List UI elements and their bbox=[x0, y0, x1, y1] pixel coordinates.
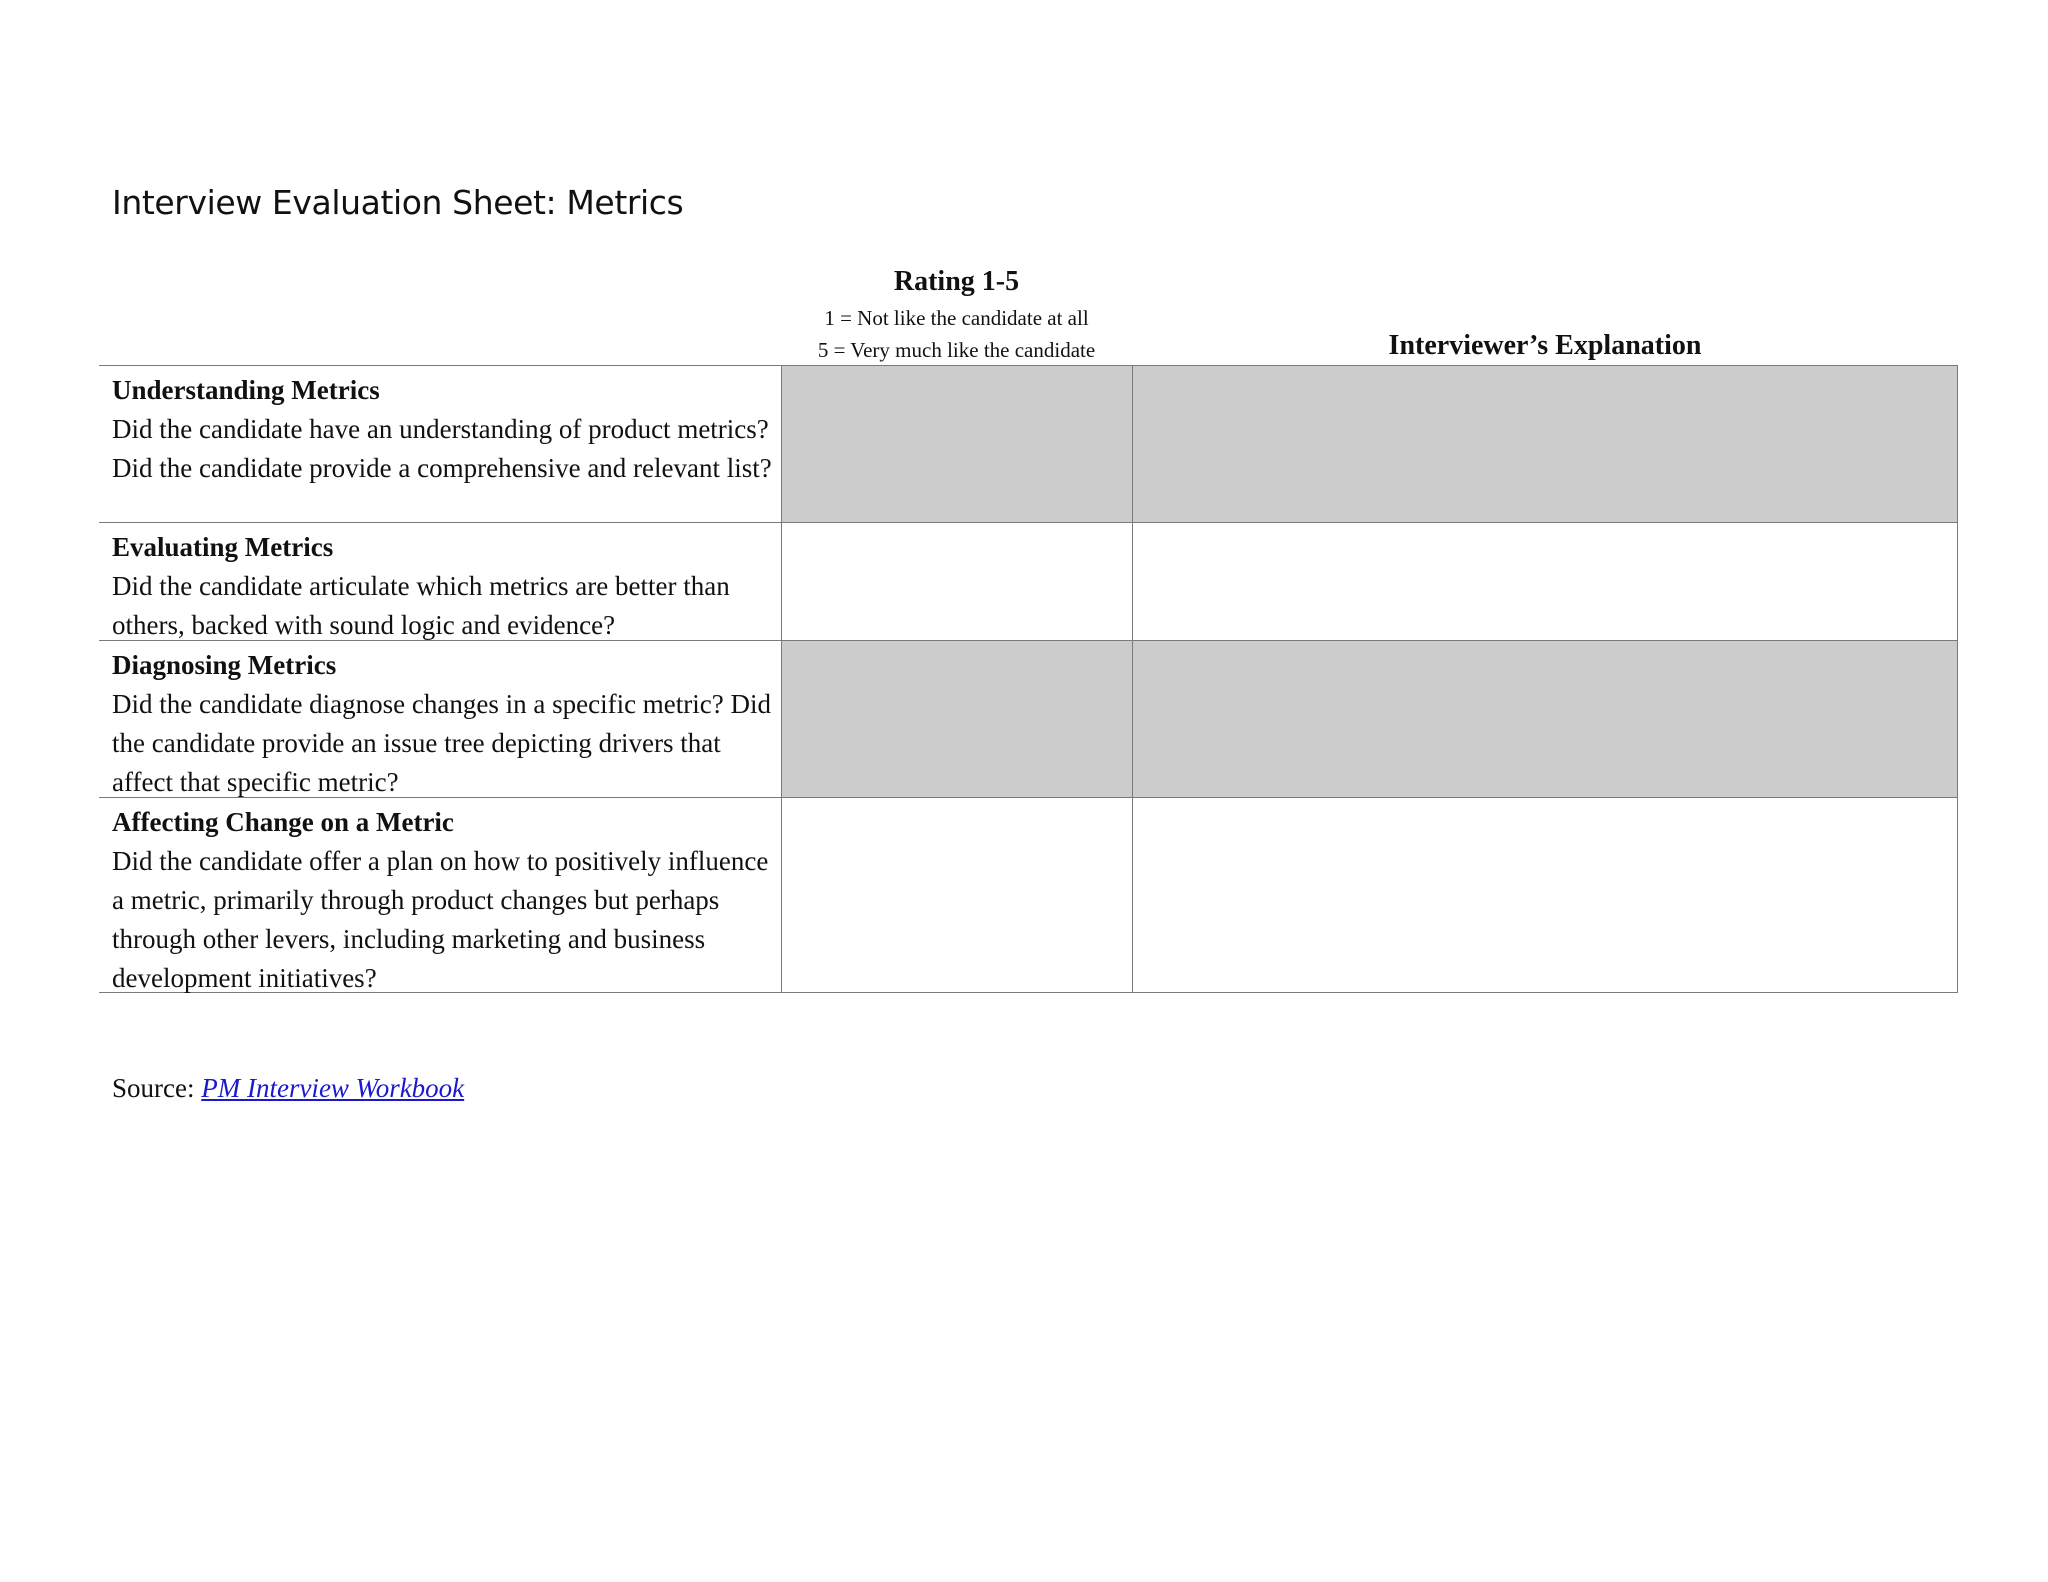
explanation-cell[interactable] bbox=[1132, 366, 1958, 522]
criterion-title: Diagnosing Metrics bbox=[112, 650, 337, 680]
rating-header-title: Rating 1-5 bbox=[893, 266, 1020, 297]
criterion-cell bbox=[99, 366, 781, 522]
rating-cell[interactable] bbox=[781, 641, 1132, 797]
criterion-cell bbox=[99, 641, 781, 797]
explanation-cell[interactable] bbox=[1132, 523, 1958, 640]
criterion-description: Did the candidate offer a plan on how to positively influence a metric, primarily through product changes but perhaps through other levers, including marketing and business development initiatives? bbox=[112, 846, 769, 993]
source-link[interactable]: PM Interview Workbook bbox=[201, 1073, 465, 1103]
rating-scale-high: 5 = Very much like the candidate bbox=[817, 338, 1096, 362]
explanation-column-header: Interviewer’s Explanation bbox=[1388, 330, 1702, 361]
evaluation-table bbox=[99, 365, 1958, 993]
rating-cell[interactable] bbox=[781, 798, 1132, 992]
source-line bbox=[112, 1068, 464, 1108]
criterion-description: Did the candidate articulate which metrics are better than others, backed with sound logic and evidence? bbox=[112, 571, 730, 640]
table-row bbox=[99, 365, 1958, 522]
rating-scale-low: 1 = Not like the candidate at all bbox=[824, 306, 1089, 330]
table-row bbox=[99, 640, 1958, 797]
rating-cell[interactable] bbox=[781, 366, 1132, 522]
table-row bbox=[99, 797, 1958, 993]
explanation-cell[interactable] bbox=[1132, 641, 1958, 797]
criterion-description: Did the candidate have an understanding of product metrics? Did the candidate provide a comprehensive and relevant list? bbox=[112, 414, 772, 483]
rating-cell[interactable] bbox=[781, 523, 1132, 640]
criterion-cell bbox=[99, 798, 781, 992]
criterion-description: Did the candidate diagnose changes in a specific metric? Did the candidate provide an issue tree depicting drivers that affect that specific metric? bbox=[112, 689, 771, 797]
rating-column-header bbox=[781, 262, 1132, 366]
page-title: Interview Evaluation Sheet: Metrics bbox=[112, 183, 684, 222]
explanation-cell[interactable] bbox=[1132, 798, 1958, 992]
criterion-cell bbox=[99, 523, 781, 640]
criterion-title: Affecting Change on a Metric bbox=[112, 807, 454, 837]
criterion-title: Understanding Metrics bbox=[112, 375, 380, 405]
table-row bbox=[99, 522, 1958, 640]
criterion-title: Evaluating Metrics bbox=[112, 532, 334, 562]
source-label: Source: bbox=[112, 1073, 195, 1103]
